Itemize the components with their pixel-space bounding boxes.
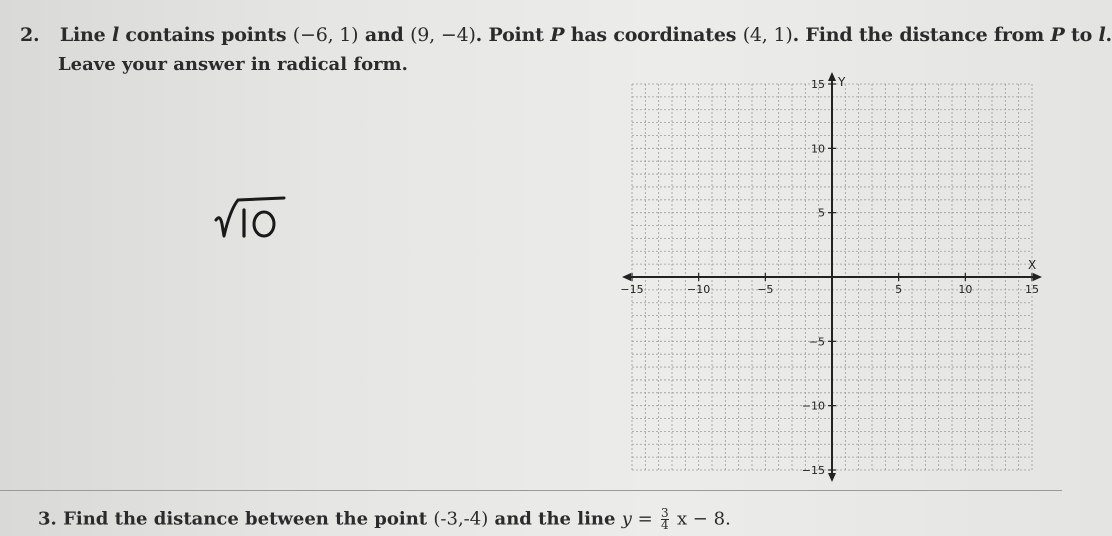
x-tick-label: 10	[958, 283, 973, 296]
x-axis-label: X	[1028, 258, 1037, 272]
text-segment: Line	[59, 24, 106, 46]
line-name: l	[111, 24, 119, 46]
text-segment: has coordinates	[570, 24, 737, 46]
x-axis-arrow-left	[622, 273, 631, 281]
fraction-denominator: 4	[661, 518, 669, 532]
x-tick-label: −10	[687, 283, 711, 296]
problem-2-instruction: Leave your answer in radical form.	[58, 54, 408, 75]
coordinate-grid	[620, 70, 1040, 486]
text-segment: contains points	[125, 24, 287, 46]
text-segment: . Find the distance from	[792, 24, 1045, 46]
y-tick-label: 10	[811, 142, 825, 156]
text-segment: Find the distance between the point	[63, 508, 428, 530]
text-segment: .	[1105, 24, 1112, 46]
point: (-3,-4)	[433, 508, 489, 530]
x-tick-label: 15	[1025, 283, 1039, 296]
x-axis-arrow-right	[1033, 273, 1042, 281]
y-tick-label: 15	[811, 78, 825, 91]
point-2: (9, −4)	[410, 24, 476, 46]
y-tick-label: −10	[801, 399, 825, 413]
text-segment: to	[1071, 24, 1093, 46]
problem-number: 2.	[20, 24, 40, 46]
problem-3-statement	[38, 508, 731, 531]
point-p: (4, 1)	[742, 24, 793, 46]
point-1: (−6, 1)	[292, 24, 359, 46]
y-tick-label: 5	[818, 206, 825, 220]
problem-2-statement	[20, 24, 1112, 46]
equation-rhs: x − 8.	[676, 508, 731, 530]
y-tick-label: −5	[808, 335, 825, 349]
text-segment: and	[364, 24, 404, 46]
y-axis-arrow-up	[828, 72, 836, 81]
y-axis-label: Y	[838, 75, 846, 89]
x-tick-label: −15	[620, 283, 644, 296]
fraction	[661, 508, 669, 531]
equation-lhs: y =	[621, 508, 653, 530]
problem-number: 3.	[38, 508, 57, 530]
y-axis-arrow-down	[828, 473, 836, 482]
x-tick-label: 5	[895, 283, 903, 296]
point-name: P	[1050, 24, 1065, 46]
text-segment: . Point	[475, 24, 544, 46]
x-tick-label: −5	[757, 283, 774, 296]
fraction-numerator: 3	[661, 506, 669, 520]
text-segment: and the line	[494, 508, 616, 530]
line-name: l	[1098, 24, 1106, 46]
divider	[0, 490, 1062, 491]
point-name: P	[550, 24, 565, 46]
handwritten-answer	[212, 180, 292, 254]
y-tick-label: −15	[801, 464, 825, 477]
